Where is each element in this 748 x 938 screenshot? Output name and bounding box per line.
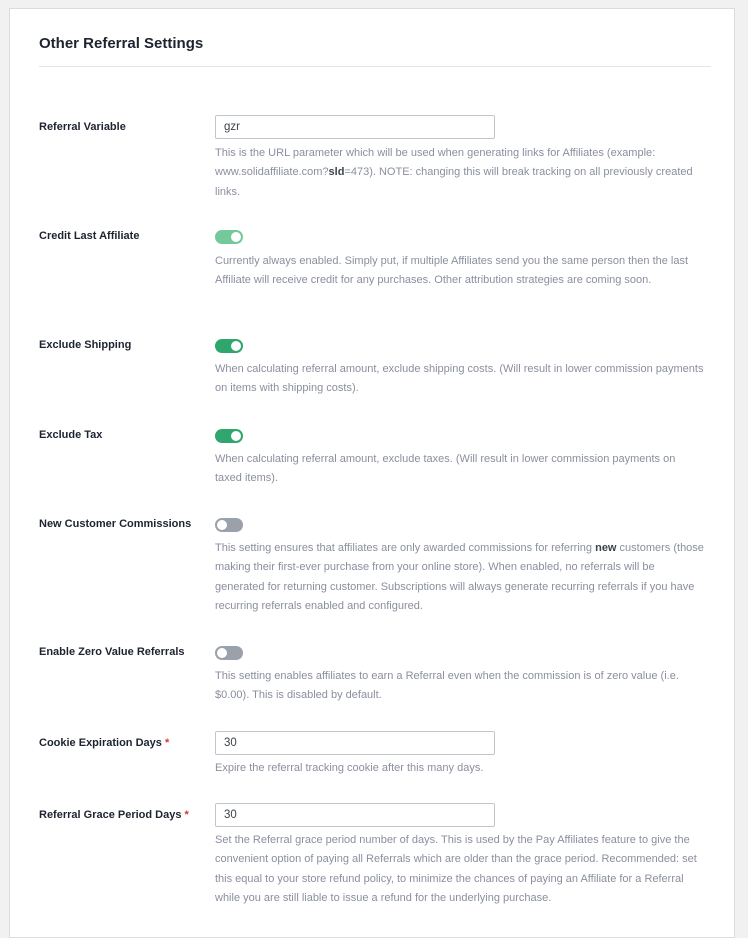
referral-variable-input[interactable] xyxy=(215,115,495,139)
settings-panel xyxy=(9,8,735,938)
exclude-shipping-label: Exclude Shipping xyxy=(39,339,132,351)
zero-value-referrals-description: This setting enables affiliates to earn a Referral even when the commission is of zero value (i.e. $0.00). This is disabled by default. xyxy=(215,670,679,702)
new-customer-commissions-toggle[interactable] xyxy=(215,518,243,532)
exclude-shipping-description: When calculating referral amount, exclude shipping costs. (Will result in lower commission payments on items with shipping costs). xyxy=(215,363,704,395)
toggle-knob xyxy=(231,431,241,441)
zero-value-referrals-label: Enable Zero Value Referrals xyxy=(39,646,185,658)
credit-last-affiliate-label: Credit Last Affiliate xyxy=(39,230,140,242)
grace-period-label: Referral Grace Period Days * xyxy=(39,809,189,821)
grace-period-input[interactable] xyxy=(215,803,495,827)
required-marker: * xyxy=(184,809,189,821)
zero-value-referrals-toggle[interactable] xyxy=(215,646,243,660)
toggle-knob xyxy=(217,520,227,530)
required-marker: * xyxy=(164,737,170,749)
section-divider xyxy=(39,66,711,67)
new-customer-commissions-description: This setting ensures that affiliates are only awarded commissions for referring new customers (those making their first-ever purchase from your online store). When enabled, no referrals will be generated for returning customer. Subscriptions will always generate recurring referrals if you have recurring referrals enabled and configured. xyxy=(215,542,704,612)
exclude-shipping-toggle[interactable] xyxy=(215,339,243,353)
new-customer-commissions-label: New Customer Commissions xyxy=(39,518,192,530)
toggle-knob xyxy=(231,232,241,242)
credit-last-affiliate-toggle[interactable] xyxy=(215,230,243,244)
cookie-expiration-description: Expire the referral tracking cookie after this many days. xyxy=(215,762,484,774)
grace-period-description: Set the Referral grace period number of days. This is used by the Pay Affiliates feature to give the convenient option of paying all Referrals which are older than the grace period. Recommended: set this equal to your store refund policy, to minimize the chances of paying an Affiliate for a Referral while you are still liable to issue a refund for the underlying purchase. xyxy=(215,834,697,904)
exclude-tax-label: Exclude Tax xyxy=(39,429,103,441)
credit-last-affiliate-description: Currently always enabled. Simply put, if multiple Affiliates send you the same person then the last Affiliate will receive credit for any purchases. Other attribution strategies are coming soon. xyxy=(215,255,689,287)
cookie-expiration-input[interactable] xyxy=(215,731,495,755)
toggle-knob xyxy=(217,648,227,658)
exclude-tax-description: When calculating referral amount, exclude taxes. (Will result in lower commission payments on taxed items). xyxy=(215,453,676,485)
exclude-tax-toggle[interactable] xyxy=(215,429,243,443)
toggle-knob xyxy=(231,341,241,351)
referral-variable-description: This is the URL parameter which will be used when generating links for Affiliates (example: www.solidaffiliate.com?sld=473). NOTE: changing this will break tracking on all previously created links. xyxy=(215,147,693,198)
section-title: Other Referral Settings xyxy=(39,35,204,52)
referral-variable-label: Referral Variable xyxy=(39,121,126,133)
cookie-expiration-label: Cookie Expiration Days * xyxy=(39,737,170,749)
